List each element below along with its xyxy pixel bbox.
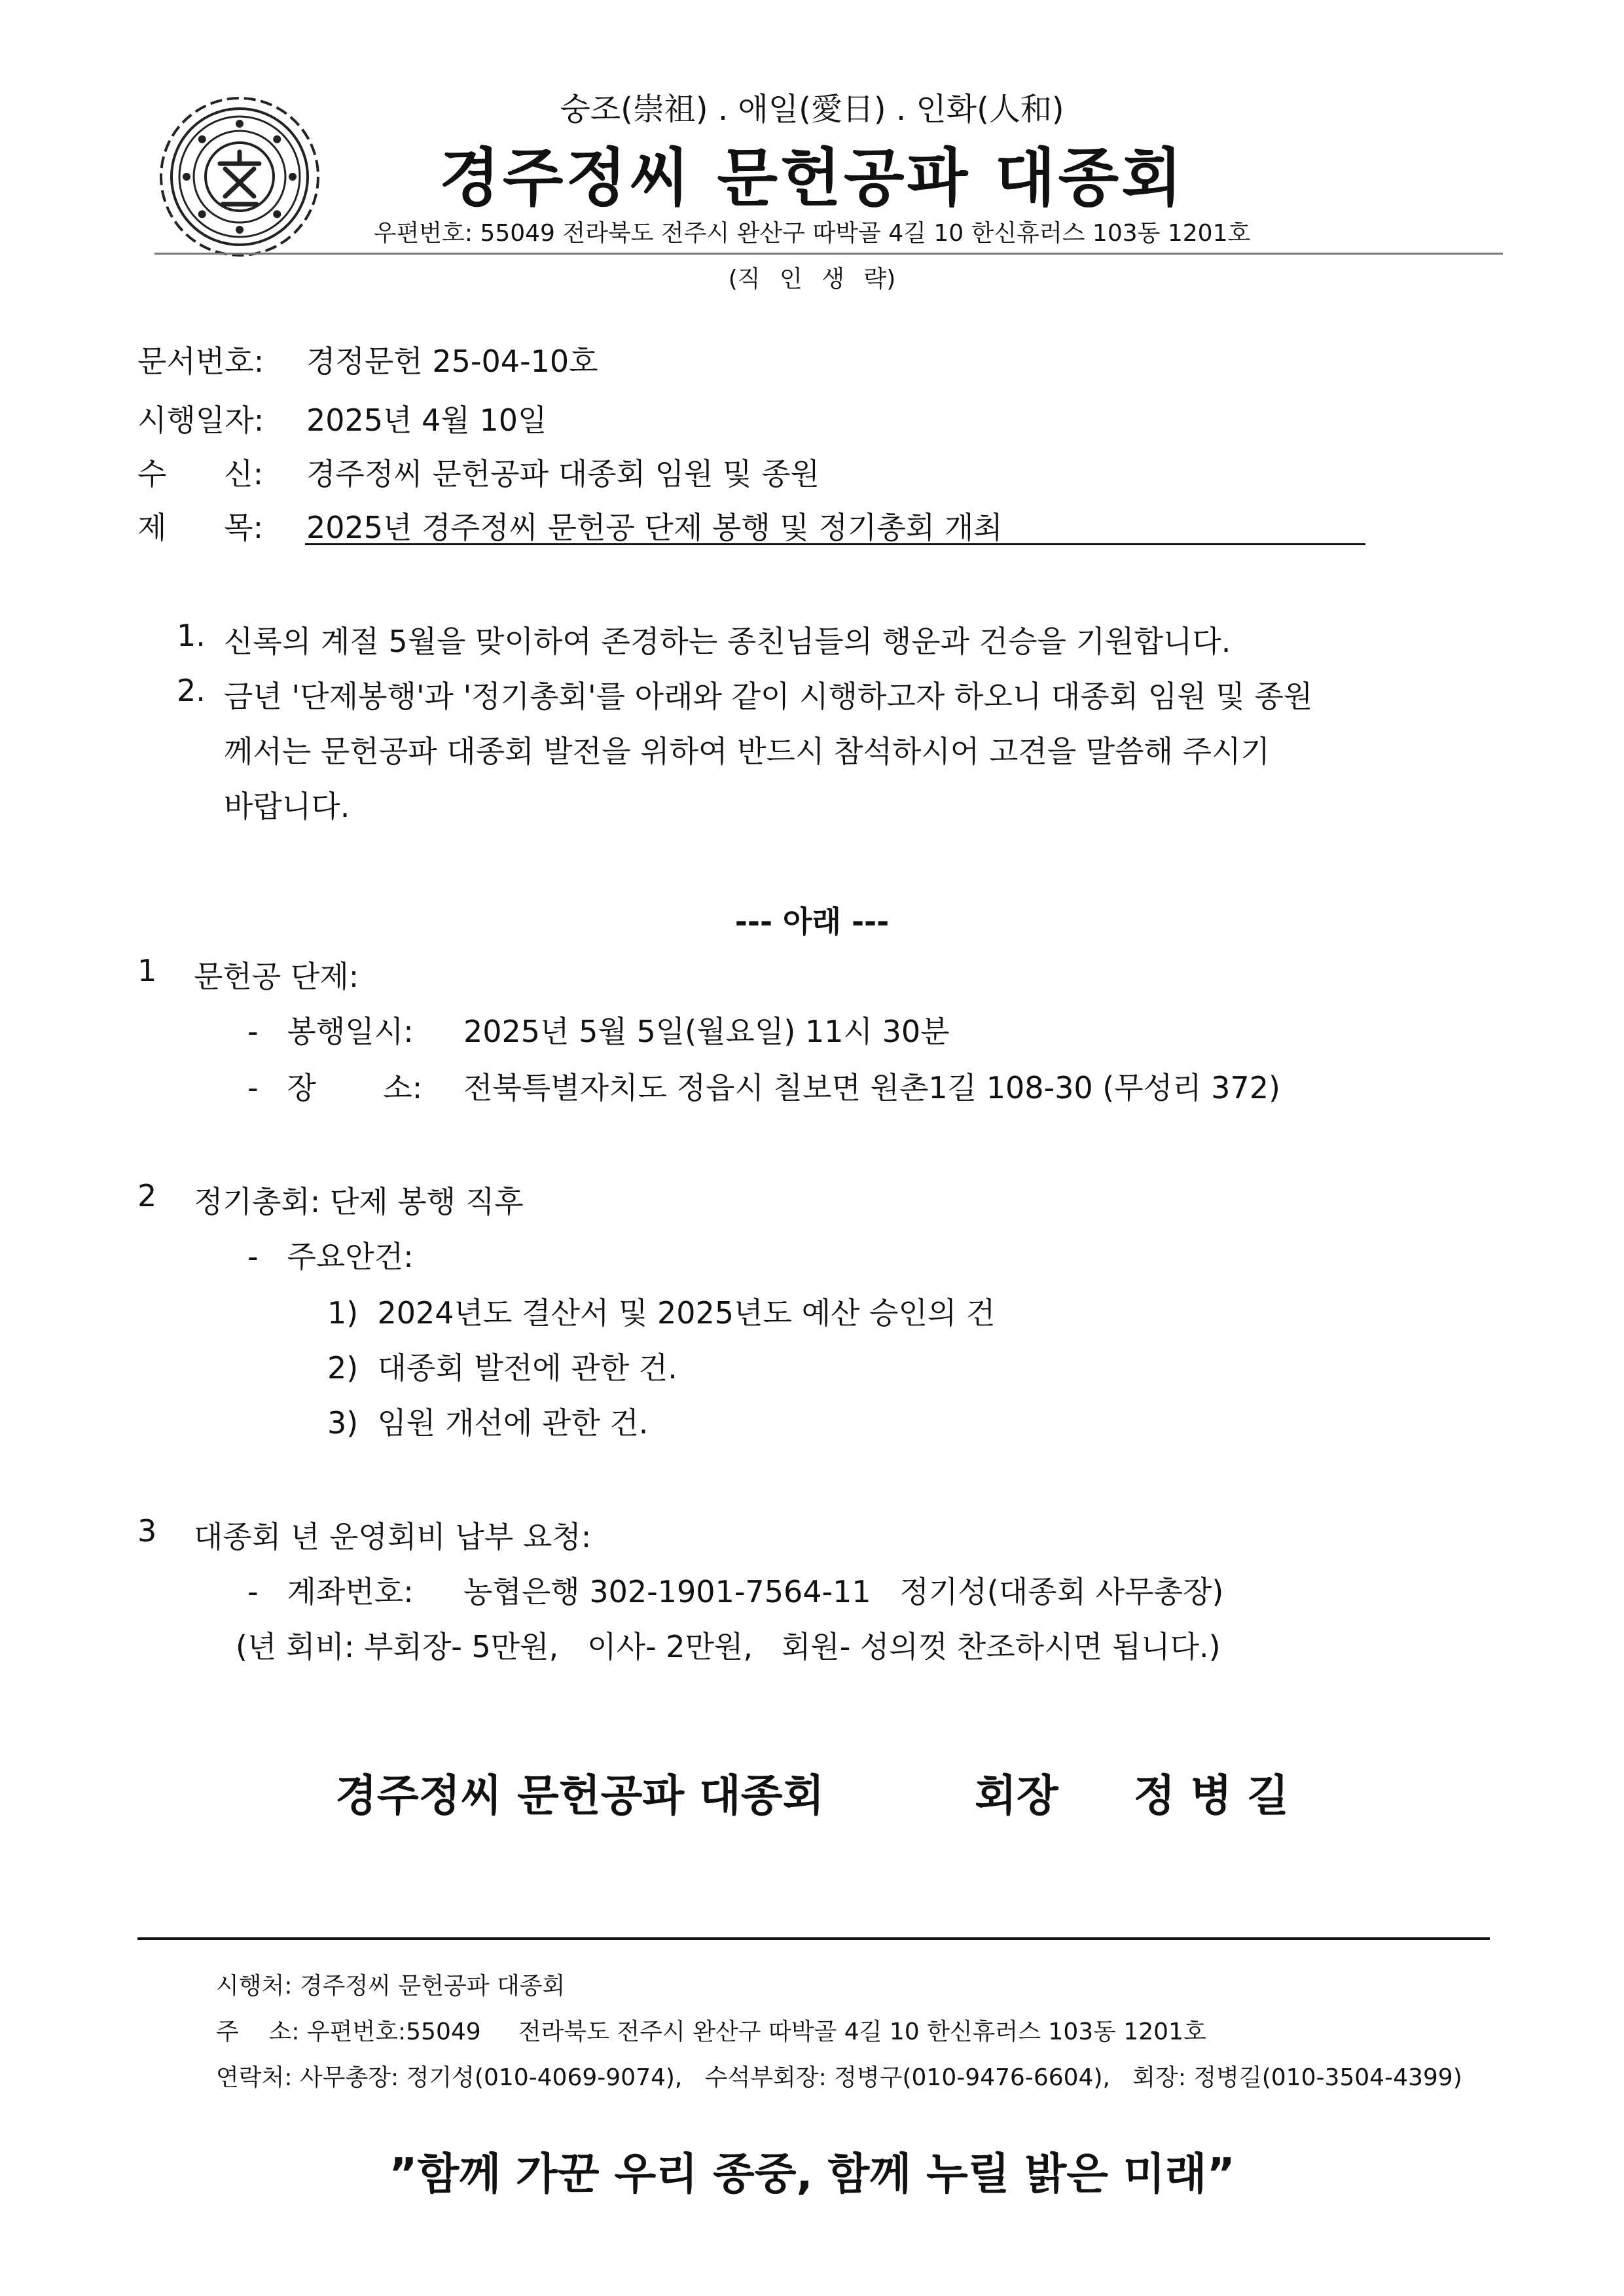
paragraph-2-line-1: 금년 '단제봉행'과 '정기총회'를 아래와 같이 시행하고자 하오니 대종회 임원 및 종원: [224, 679, 1313, 714]
section-3-number: 3: [137, 1513, 157, 1549]
footer-address: 주 소: 우편번호:55049 전라북도 전주시 완산구 따박골 4길 10 한신휴러스 103동 1201호: [216, 2018, 1206, 2045]
account-value: 농협은행 302-1901-7564-11 정기성(대종회 사무총장): [463, 1574, 1224, 1609]
section-2-title: 정기총회: 단제 봉행 직후: [194, 1184, 524, 1219]
organization-title: 경주정씨 문헌공파 대종회: [439, 141, 1185, 215]
issue-date-value: 2025년 4월 10일: [306, 403, 547, 438]
signature-line: 경주정씨 문헌공파 대종회 회장 정 병 길: [335, 1770, 1289, 1821]
section-1-number: 1: [137, 953, 157, 988]
paragraph-2-number: 2.: [177, 673, 206, 708]
account-label: - 계좌번호:: [247, 1574, 414, 1609]
agenda-item: 1) 2024년도 결산서 및 2025년도 예산 승인의 건: [327, 1295, 996, 1331]
agenda-item: 2) 대종회 발전에 관한 건.: [327, 1350, 677, 1386]
paragraph-2-line-3: 바랍니다.: [224, 789, 350, 824]
seal-omitted-note: (직 인 생 략): [728, 266, 896, 293]
ceremony-datetime-label: - 봉행일시:: [247, 1014, 414, 1049]
subject-label: 제 목:: [137, 510, 264, 545]
doc-number-value: 경정문헌 25-04-10호: [306, 344, 598, 379]
ceremony-place-label: - 장 소:: [247, 1070, 423, 1105]
clan-motto: 숭조(崇祖) . 애일(愛日) . 인화(人和): [560, 91, 1064, 128]
ceremony-datetime-value: 2025년 5월 5일(월요일) 11시 30분: [463, 1014, 950, 1049]
issue-date-label: 시행일자:: [137, 403, 264, 438]
slogan: ”함께 가꾼 우리 종중, 함께 누릴 밝은 미래”: [389, 2149, 1235, 2199]
paragraph-1-number: 1.: [177, 618, 206, 653]
section-1-title: 문헌공 단제:: [194, 959, 359, 994]
section-2-number: 2: [137, 1178, 157, 1213]
agenda-label: - 주요안건:: [247, 1239, 414, 1274]
ceremony-place-value: 전북특별자치도 정읍시 칠보면 원촌1길 108-30 (무성리 372): [463, 1070, 1280, 1105]
annual-fee-note: (년 회비: 부회장- 5만원, 이사- 2만원, 회원- 성의껏 찬조하시면 됩니다.): [236, 1629, 1221, 1664]
footer-issuer: 시행처: 경주정씨 문헌공파 대종회: [216, 1973, 566, 2000]
subject-underline: [305, 543, 1365, 545]
section-3-title: 대종회 년 운영회비 납부 요청:: [194, 1519, 592, 1554]
header-address: 우편번호: 55049 전라북도 전주시 완산구 따박골 4길 10 한신휴러스 103동 1201호: [373, 220, 1251, 247]
footer-divider: [137, 1937, 1490, 1940]
footer-contacts: 연락처: 사무총장: 정기성(010-4069-9074), 수석부회장: 정병구(010-9476-6604), 회장: 정병길(010-3504-4399): [216, 2064, 1462, 2091]
below-heading: --- 아래 ---: [734, 904, 890, 939]
recipient-value: 경주정씨 문헌공파 대종회 임원 및 종원: [306, 456, 820, 492]
agenda-item: 3) 임원 개선에 관한 건.: [327, 1405, 649, 1441]
recipient-label: 수 신:: [137, 456, 264, 492]
header-divider: [154, 253, 1503, 255]
subject-value: 2025년 경주정씨 문헌공 단제 봉행 및 정기총회 개최: [306, 510, 1003, 545]
doc-number-label: 문서번호:: [137, 344, 264, 379]
paragraph-1: 신록의 계절 5월을 맞이하여 존경하는 종친님들의 행운과 건승을 기원합니다.: [224, 624, 1231, 659]
paragraph-2-line-2: 께서는 문헌공파 대종회 발전을 위하여 반드시 참석하시어 고견을 말씀해 주시기: [224, 734, 1270, 769]
